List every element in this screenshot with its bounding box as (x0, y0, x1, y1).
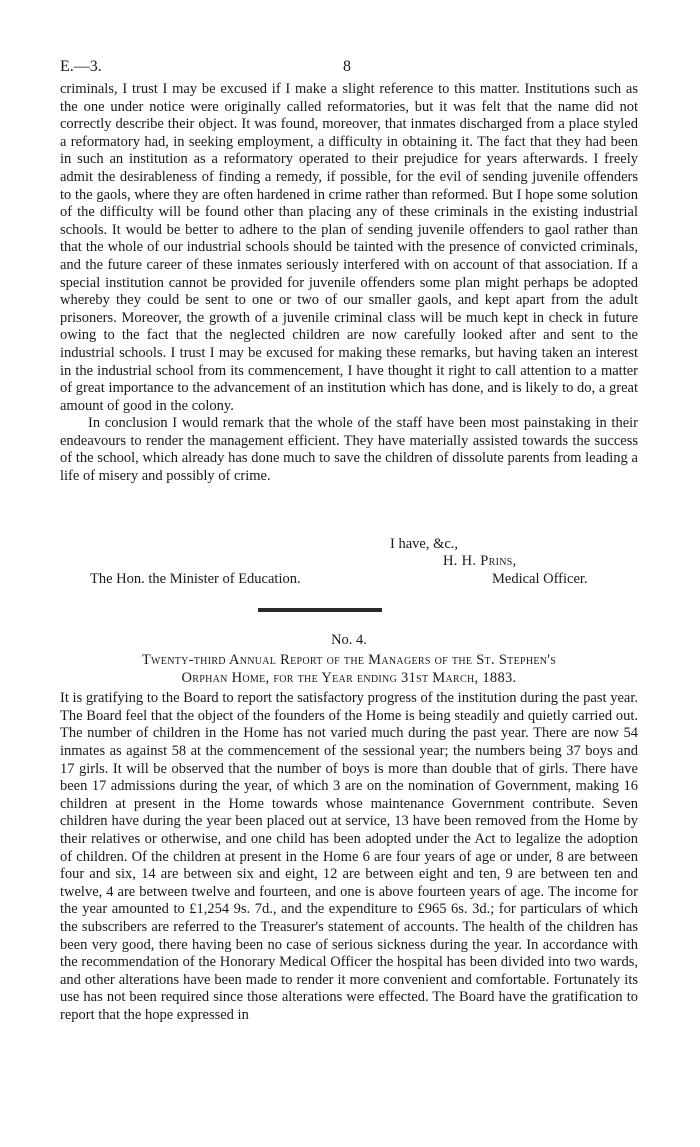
document-code: E.—3. (60, 58, 102, 75)
section-divider (258, 608, 382, 612)
signatory-name: H. H. Prins, (443, 553, 517, 569)
letter-paragraph-2: In conclusion I would remark that the whole of the staff have been most painstaking in their endeavours to render the management efficient. They have materially assisted towards the success of the school, which already has done much to save the children of dissolute parents from leading a life of misery and possibly of crime. (60, 415, 638, 485)
letter-body (60, 81, 638, 486)
letter-paragraph-1: criminals, I trust I may be excused if I make a slight reference to this matter. Institutions such as the one under notice were originally called reformatories, but it was felt that the name did not correctly describe their object. It was found, moreover, that inmates discharged from a place styled a reformatory had, in seeking employment, a difficulty in obtaining it. The fact that they had been in such an institution as a reformatory operated to their prejudice for years afterwards. I freely admit the desirableness of finding a remedy, if possible, for the evil of sending juvenile offenders to the gaols, where they are often hardened in crime rather than reformed. But I hope some solution of the difficulty will be found other than placing any of these criminals in the existing industrial schools. It would be better to adhere to the plan of sending juvenile offenders to gaol rather than that the whole of our industrial schools should be tainted with the presence of convicted criminals, and the future career of these inmates seriously interfered with on account of that association. If a special institution cannot be provided for juvenile offenders some plan might perhaps be adopted whereby they could be sent to one or two of our smaller gaols, and kept apart from the adult prisoners. Moreover, the growth of a juvenile criminal class will be much kept in check in future owing to the fact that the neglected children are now carefully looked after and sent to the industrial schools. I trust I may be excused for making these remarks, but having taken an interest in the industrial school from its commencement, I have thought it right to call attention to a matter of great importance to the advancement of an institution which has done, and is likely to do, a great amount of good in the colony. (60, 81, 638, 414)
addressee: The Hon. the Minister of Education. (90, 571, 301, 587)
signatory-title: Medical Officer. (492, 571, 588, 587)
report-title-line-2: Orphan Home, for the Year ending 31st March, 1883. (181, 669, 517, 686)
closing: I have, &c., (390, 536, 459, 552)
report-body: It is gratifying to the Board to report the satisfactory progress of the institution during the past year. The Board feel that the object of the founders of the Home is being steadily and quietly carried out. The number of children in the Home has not varied much during the past year. There are now 54 inmates as against 58 at the commencement of the sessional year; the numbers being 37 boys and 17 girls. It will be observed that the number of boys is more than double that of girls. There have been 17 admissions during the year, of which 3 are on the nomination of Government, making 16 children at present in the Home towards whose maintenance Government contribute. Seven children have during the year been placed out at service, 13 have been removed from the Home by their relatives or otherwise, and one child has been adopted under the Act to legalize the adoption of children. Of the children at present in the Home 6 are four years of age or under, 8 are between four and six, 14 are between six and eight, 12 are between eight and ten, 9 are between ten and twelve, 4 are between twelve and fourteen, and one is above fourteen years of age. The income for the year amounted to £1,254 9s. 7d., and the expenditure to £965 6s. 3d.; for particulars of which the subscribers are referred to the Treasurer's statement of accounts. The health of the children has been very good, there having been no case of serious sickness during the year. In accordance with the recommendation of the Honorary Medical Officer the hospital has been divided into two wards, and other alterations have been made to render it more convenient and comfortable. Fortunately its use has not been required since those alterations were effected. The Board have the gratification to report that the hope expressed in (60, 690, 638, 1023)
page-number: 8 (343, 58, 351, 75)
report-number: No. 4. (331, 632, 367, 648)
signature-block (60, 536, 638, 590)
page-header (60, 56, 638, 78)
report-section (60, 632, 638, 1024)
report-title-line-1: Twenty-third Annual Report of the Managers of the St. Stephen's (141, 652, 557, 668)
